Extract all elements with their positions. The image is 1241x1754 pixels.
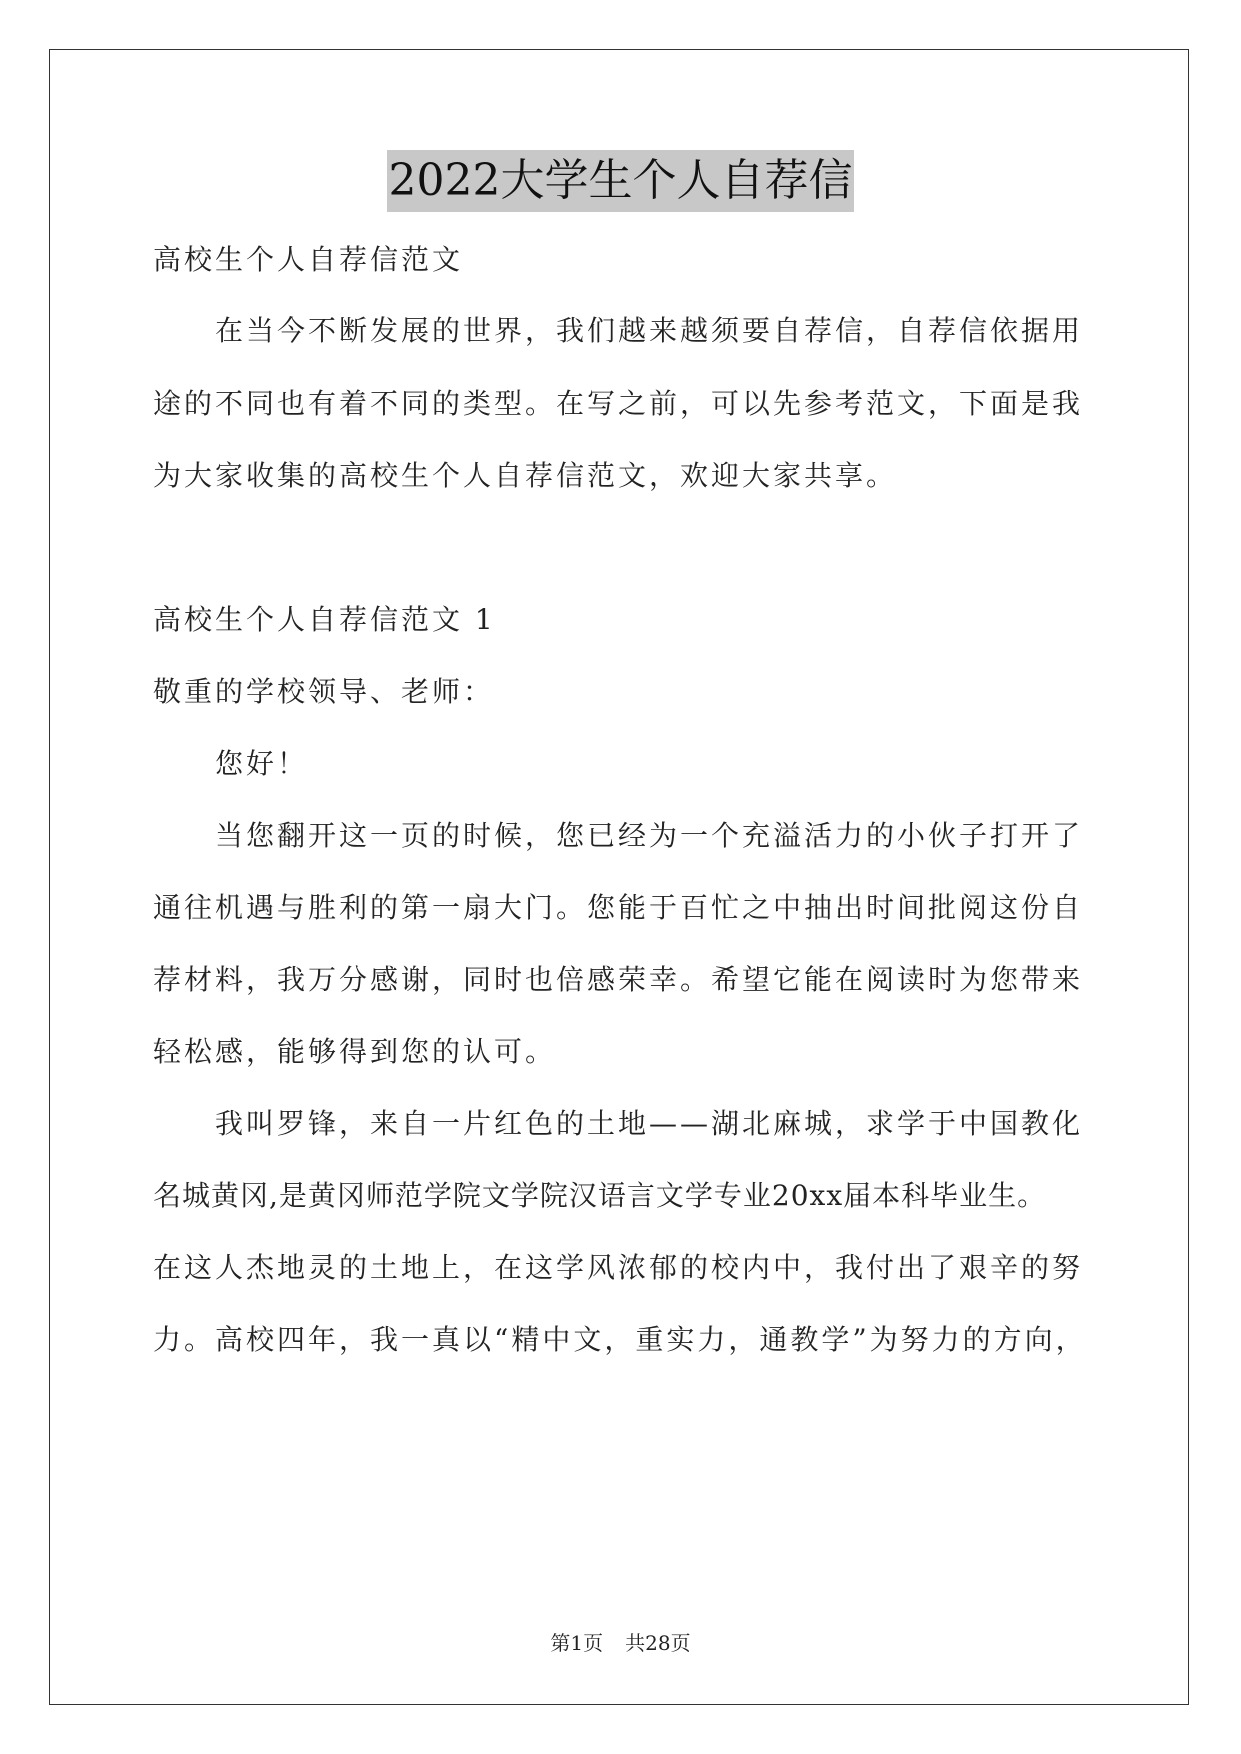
title-container: [0, 150, 1241, 212]
paragraph-line: 途的不同也有着不同的类型。在写之前，可以先参考范文，下面是我: [153, 387, 1084, 420]
document-title: 2022大学生个人自荐信: [387, 150, 855, 212]
paragraph-line: 通往机遇与胜利的第一扇大门。您能于百忙之中抽出时间批阅这份自: [153, 891, 1084, 924]
paragraph-line: 力。高校四年，我一真以“精中文，重实力，通教学”为努力的方向，: [153, 1323, 1087, 1356]
paragraph-line: 当您翻开这一页的时候，您已经为一个充溢活力的小伙子打开了: [215, 819, 1084, 852]
paragraph-line: 为大家收集的高校生个人自荐信范文，欢迎大家共享。: [153, 459, 898, 492]
page-border: [49, 49, 1189, 1705]
paragraph-line: 轻松感，能够得到您的认可。: [153, 1035, 557, 1068]
salutation: 敬重的学校领导、老师：: [153, 675, 495, 708]
paragraph-line: 我叫罗锋，来自一片红色的土地——湖北麻城，求学于中国教化: [215, 1107, 1084, 1140]
paragraph-line: 在当今不断发展的世界，我们越来越须要自荐信，自荐信依据用: [215, 314, 1084, 347]
section-heading: 高校生个人自荐信范文 1: [153, 603, 496, 636]
page-total: 共28页: [625, 1631, 691, 1655]
page-number: 第1页: [550, 1631, 604, 1655]
greeting: 您好！: [215, 747, 309, 780]
paragraph-line: 在这人杰地灵的土地上，在这学风浓郁的校内中，我付出了艰辛的努: [153, 1251, 1084, 1284]
paragraph-line: 名城黄冈,是黄冈师范学院文学院汉语言文学专业20xx届本科毕业生。: [153, 1179, 1047, 1212]
subtitle-line: 高校生个人自荐信范文: [153, 243, 464, 276]
paragraph-line: 荐材料，我万分感谢，同时也倍感荣幸。希望它能在阅读时为您带来: [153, 963, 1084, 996]
page-footer: [0, 1630, 1241, 1656]
